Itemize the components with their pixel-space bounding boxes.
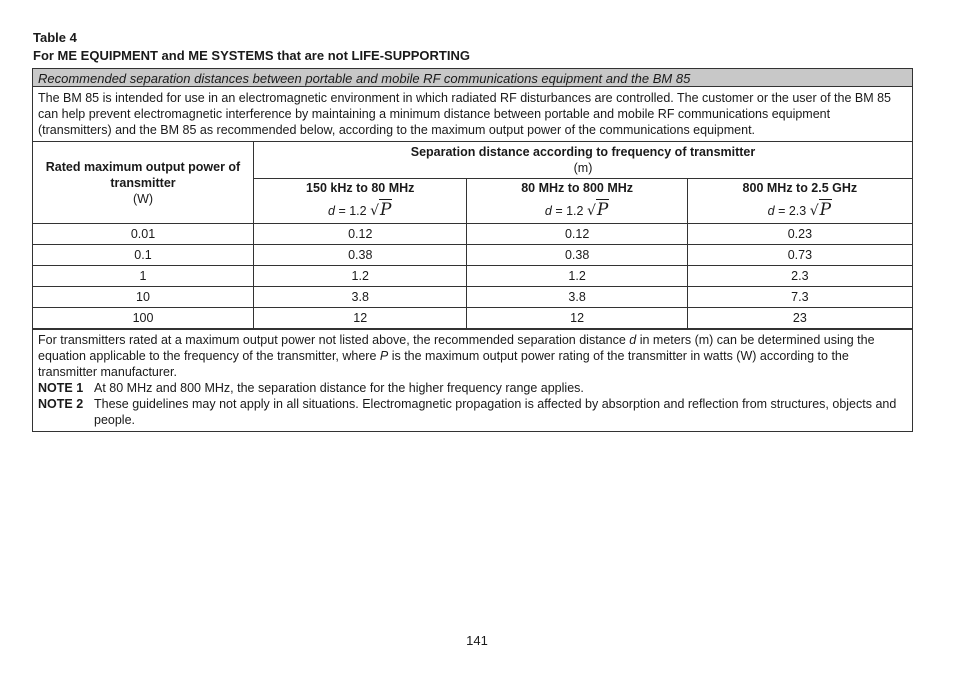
table-row [33,266,912,287]
distance-header [254,142,913,179]
distance-cell: 7.3 [687,287,912,308]
distance-cell: 2.3 [687,266,912,287]
distance-cell: 23 [687,308,912,329]
power-cell: 0.01 [33,224,254,245]
band-header-3 [687,179,912,224]
table-row [33,308,912,329]
power-cell: 1 [33,266,254,287]
table-row [33,224,912,245]
note-tag: NOTE 1 [38,381,84,395]
distance-cell: 12 [467,308,687,329]
band-header-1 [254,179,467,224]
table-row [33,287,912,308]
power-cell: 0.1 [33,245,254,266]
distance-cell: 12 [254,308,467,329]
footer-notes [33,329,912,431]
band-formula: d = 2.3 √P [767,200,832,220]
band-label: 80 MHz to 800 MHz [521,181,634,195]
distance-cell: 3.8 [467,287,687,308]
band-header-2 [467,179,687,224]
footer-paragraph: For transmitters rated at a maximum output power not listed above, the recommended separation distance d in meters (m) can be determined using the equation applicable to the frequency of the transmitter, where P is the maximum output power rating of the transmitter in watts (W) according to the transmitter manufacturer. [38,333,875,379]
note-text: These guidelines may not apply in all situations. Electromagnetic propagation is affected by absorption and reflection from structures, objects and people. [94,397,897,427]
distance-cell: 0.73 [687,245,912,266]
band-formula: d = 1.2 √P [544,200,609,220]
note-tag: NOTE 2 [38,397,84,411]
table-title: For ME EQUIPMENT and ME SYSTEMS that are not LIFE-SUPPORTING [33,48,470,63]
power-header-unit: (W) [132,191,154,206]
note-1 [38,380,907,396]
distance-cell: 0.12 [254,224,467,245]
power-header-label: Rated maximum output power of transmitter [45,159,241,190]
intro-paragraph: The BM 85 is intended for use in an electromagnetic environment in which radiated RF disturbances are controlled. The customer or the user of the BM 85 can help prevent electromagnetic interference by maintaining a minimum distance between portable and mobile RF communications equipment (transmitters) and the BM 85 as recommended below, according to the maximum output power of the communications equipment. [33,87,912,142]
power-cell: 10 [33,287,254,308]
note-2 [38,396,907,428]
distance-cell: 0.38 [254,245,467,266]
distance-grid [33,142,912,329]
distance-header-label: Separation distance according to frequency of transmitter [410,145,756,159]
band-label: 150 kHz to 80 MHz [306,181,415,195]
note-text: At 80 MHz and 800 MHz, the separation distance for the higher frequency range applies. [94,381,584,395]
distance-header-unit: (m) [573,161,593,175]
page-number: 141 [466,633,488,648]
table-label: Table 4 [33,30,77,45]
distance-cell: 0.38 [467,245,687,266]
distance-cell: 1.2 [254,266,467,287]
table-row [33,245,912,266]
distance-cell: 1.2 [467,266,687,287]
separation-distance-table [32,68,913,432]
distance-cell: 3.8 [254,287,467,308]
band-formula: d = 1.2 √P [328,200,392,220]
band-label: 800 MHz to 2.5 GHz [742,181,858,195]
power-header [33,142,254,224]
power-cell: 100 [33,308,254,329]
distance-cell: 0.23 [687,224,912,245]
table-subtitle: Recommended separation distances between portable and mobile RF communications equipment and the BM 85 [33,69,912,87]
distance-cell: 0.12 [467,224,687,245]
